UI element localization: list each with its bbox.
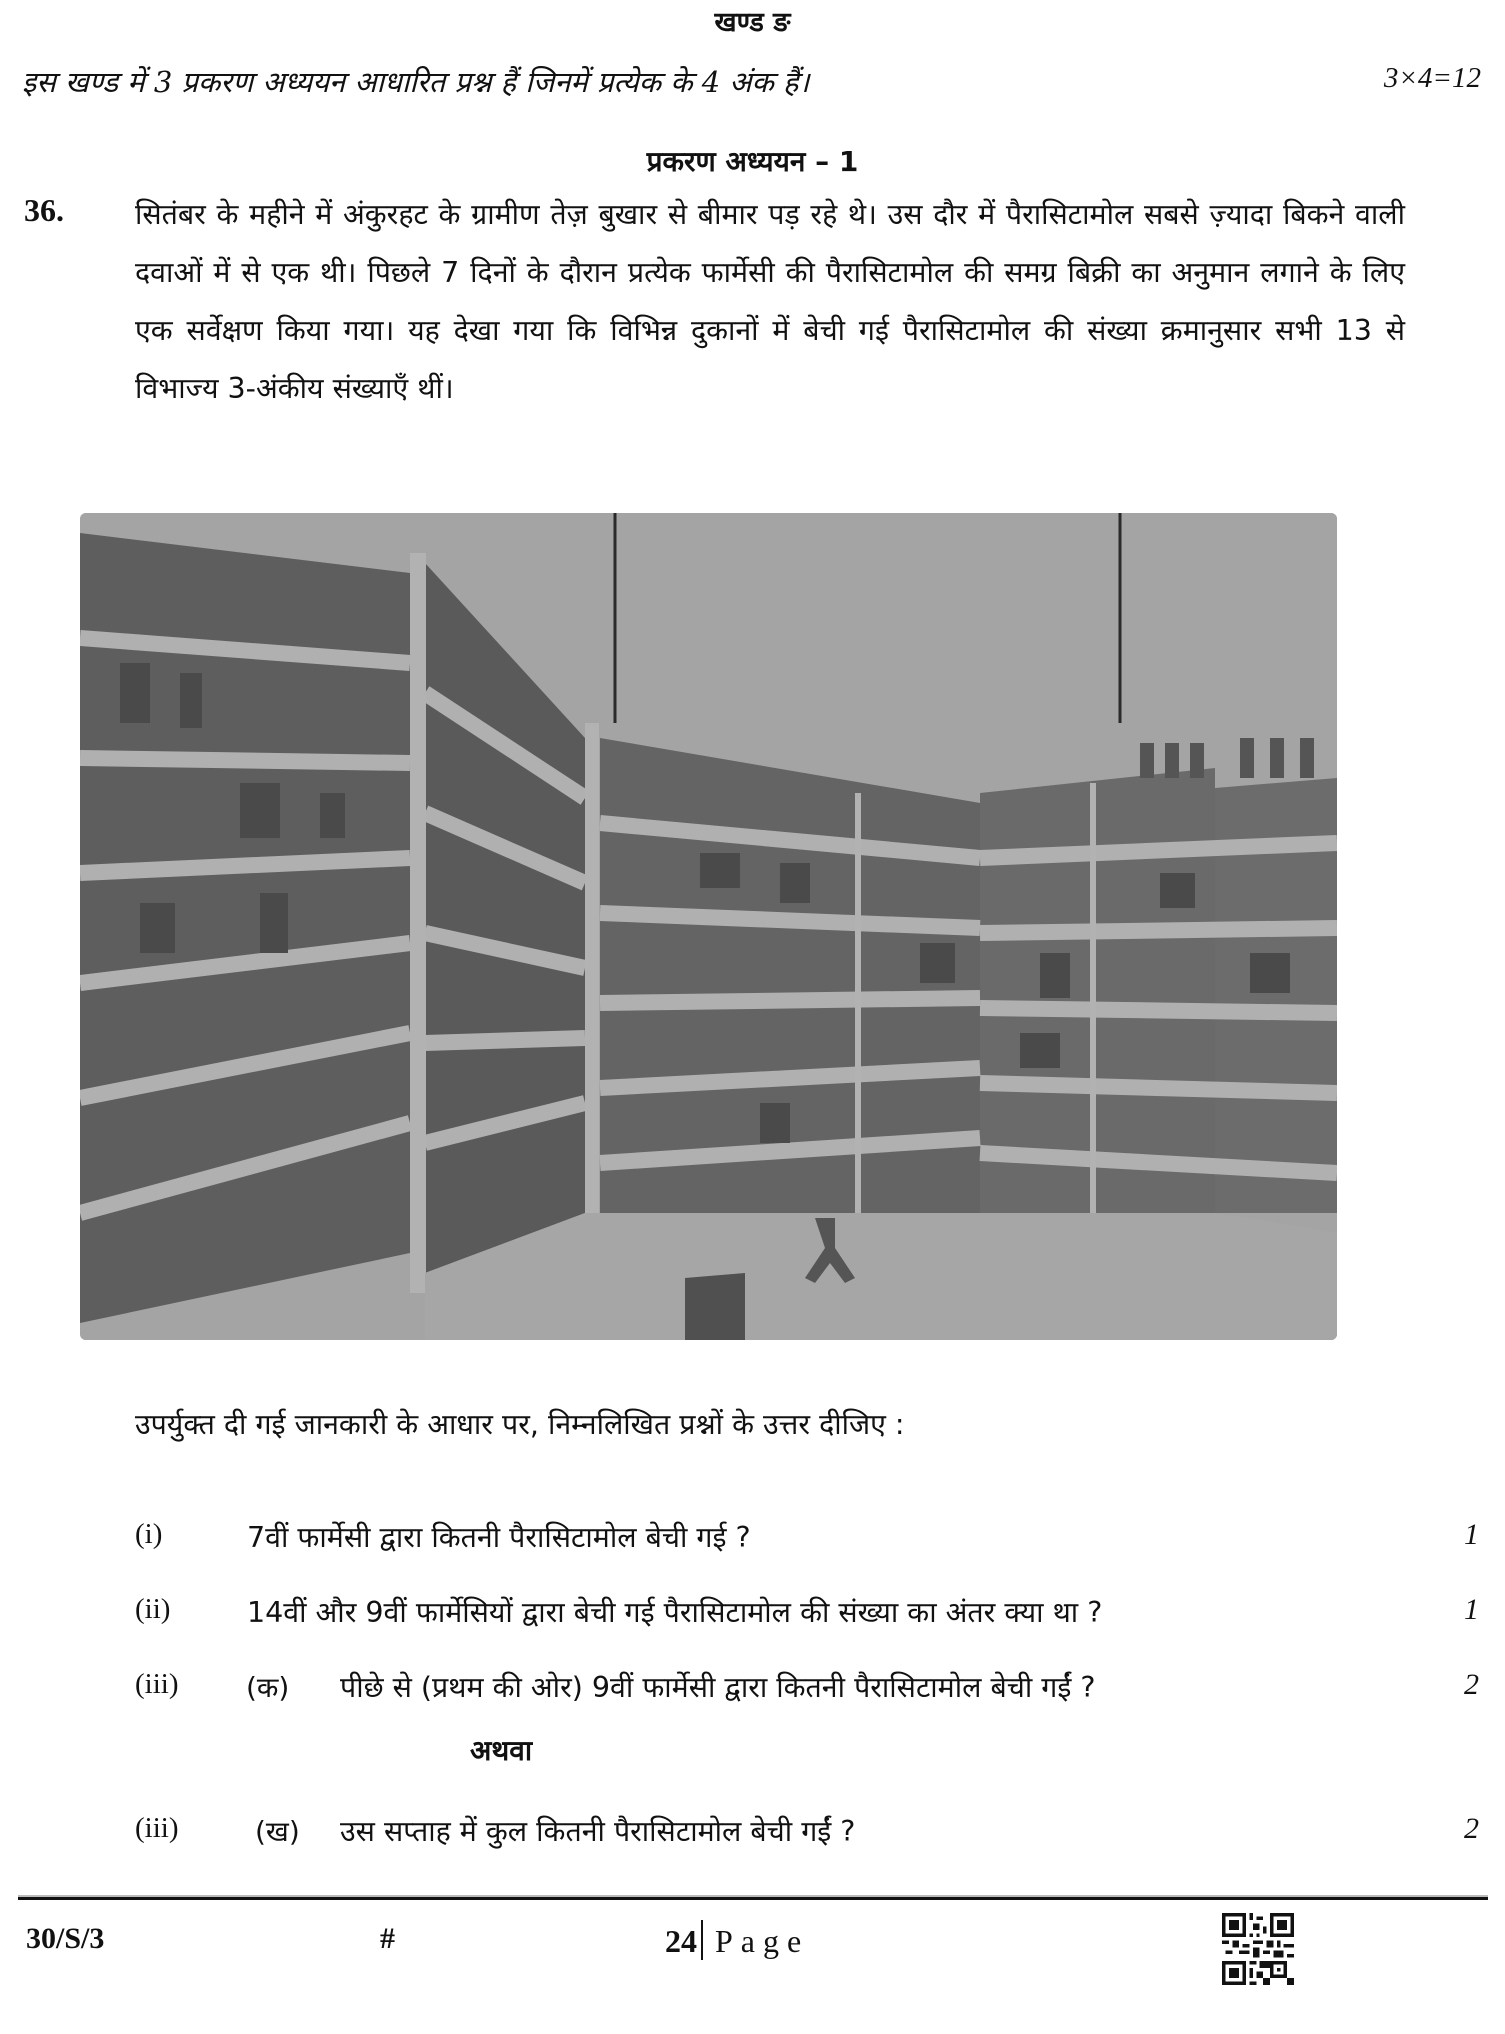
footer-divider <box>18 1897 1488 1900</box>
case-study-title: प्रकरण अध्ययन – 1 <box>646 145 859 178</box>
sub-question-text: 7वीं फार्मेसी द्वारा कितनी पैरासिटामोल बेची गई ? <box>247 1521 751 1554</box>
pharmacy-photo <box>80 513 1337 1340</box>
sub-question-number: (i) <box>135 1518 163 1550</box>
page-separator <box>701 1920 703 1960</box>
sub-question-text: पीछे से (प्रथम की ओर) 9वीं फार्मेसी द्वारा कितनी पैरासिटामोल बेची गईं ? <box>340 1671 1096 1704</box>
paper-code: 30/S/3 <box>26 1922 105 1955</box>
sub-question-text: 14वीं और 9वीं फार्मेसियों द्वारा बेची गई पैरासिटामोल की संख्या का अंतर क्या था ? <box>247 1596 1103 1629</box>
sub-question-marks: 1 <box>1464 1518 1479 1551</box>
page-number-value: 24 <box>665 1923 697 1959</box>
sub-question-number: (ii) <box>135 1593 171 1625</box>
sub-question-number: (iii) <box>135 1668 179 1700</box>
sub-question-option: (ख) <box>255 1815 300 1848</box>
case-study-paragraph: सितंबर के महीने में अंकुरहट के ग्रामीण तेज़ बुखार से बीमार पड़ रहे थे। उस दौर में पैरासिटामोल सबसे ज़्यादा बिकने वाली दवाओं में से एक थी। पिछले 7 दिनों के दौरान प्रत्येक फार्मेसी की पैरासिटामोल की समग्र बिक्री का अनुमान लगाने के लिए एक सर्वेक्षण किया गया। यह देखा गया कि विभिन्न दुकानों में बेची गई पैरासिटामोल की संख्या क्रमानुसार सभी 13 से विभाज्य 3-अंकीय संख्याएँ थीं। <box>135 198 1405 405</box>
sub-question-marks: 1 <box>1464 1593 1479 1626</box>
sub-question-2 <box>0 1593 1505 1643</box>
sub-question-3a <box>0 1668 1505 1718</box>
sub-question-3b <box>0 1812 1505 1862</box>
sub-question-1 <box>0 1518 1505 1568</box>
answer-prompt: उपर्युक्त दी गई जानकारी के आधार पर, निम्नलिखित प्रश्नों के उत्तर दीजिए : <box>135 1408 905 1441</box>
qr-code-icon <box>1222 1913 1294 1985</box>
sub-question-text: उस सप्ताह में कुल कितनी पैरासिटामोल बेची गईं ? <box>340 1815 856 1848</box>
sub-question-number: (iii) <box>135 1812 179 1844</box>
section-title: खण्ड ङ <box>714 7 791 38</box>
section-marks-summary: 3×4=12 <box>1383 62 1481 94</box>
or-label: अथवा <box>470 1734 533 1767</box>
sub-question-marks: 2 <box>1464 1668 1479 1701</box>
page-word: Page <box>715 1923 810 1959</box>
section-instruction: इस खण्ड में 3 प्रकरण अध्ययन आधारित प्रश्न हैं जिनमें प्रत्येक के 4 अंक हैं। <box>22 65 810 99</box>
footer-hash: # <box>380 1922 395 1955</box>
sub-question-marks: 2 <box>1464 1812 1479 1845</box>
page-number <box>665 1920 809 1960</box>
question-number: 36. <box>24 192 64 228</box>
sub-question-option: (क) <box>246 1671 290 1704</box>
pharmacy-shelves-illustration <box>80 513 1337 1340</box>
